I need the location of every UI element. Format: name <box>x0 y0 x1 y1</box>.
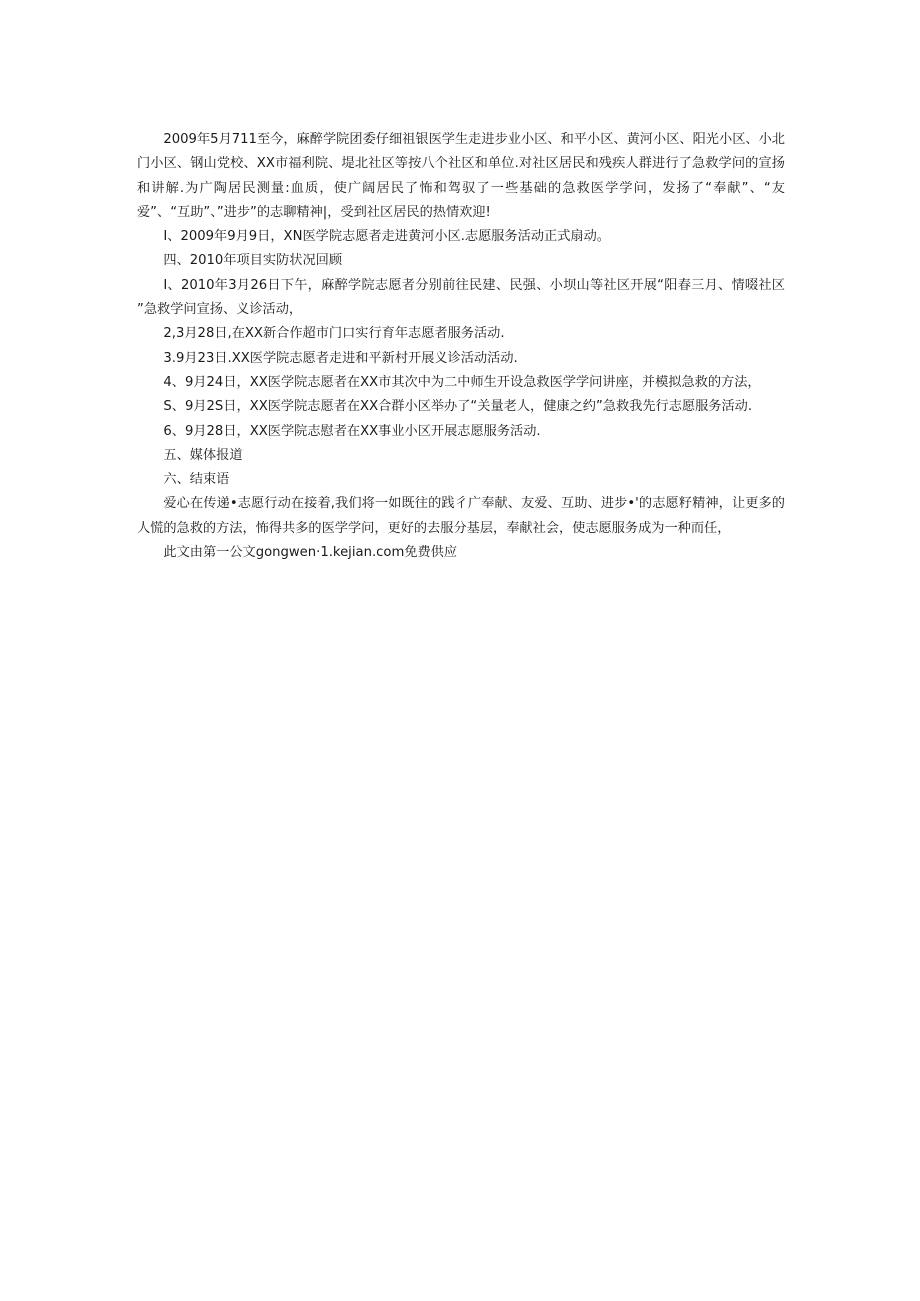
paragraph-item: 6、9月28日，XX医学院志慰者在XX事业小区开展志愿服务活动. <box>163 423 541 439</box>
section-heading: 四、2010年项目实防状况回顾 <box>163 253 343 269</box>
section-heading: 五、媒体报道 <box>163 447 243 463</box>
paragraph-conclusion: 爱心在传递•志愿行动在接着,我们将一如既往的践彳广奉献、友爱、互助、进步•'的志愿籽精神，让更多的人慌的急救的方法，怖得共多的医学学问，更好的去服分基层，奉献社会，使志愿服务成为一种而任， <box>137 496 785 536</box>
source-note: 此文由第一公文gongwen·1.kejian.com免费供应 <box>163 545 458 561</box>
paragraph-item: 4、9月24日，XX医学院志愿者在XX市其次中为二中师生开设急救医学学问讲座，并模拟急救的方法， <box>163 374 761 390</box>
paragraph-intro: 2009年5月711至今，麻醉学院团委仔细祖银医学生走进步业小区、和平小区、黄河小区、阳光小区、小北门小区、钢山党校、XX市福利院、堤北社区等按八个社区和单位.对社区居民和残疾人群进行了急救学问的宣扬和讲解.为广陶居民测量:血质，使广阔居民了怖和驾驭了一些基础的急救医学学问，发扬了“奉献”、“友爱”、“互助”、”进步”的志聊精神|，受到社区居民的热情欢迎! <box>137 132 785 220</box>
paragraph-item: 3.9月23日.XX医学院志愿者走进和平新村开展义诊活动活动. <box>163 350 518 366</box>
paragraph-item: S、9月2S日，XX医学院志愿者在XX合群小区举办了“关量老人，健康之约”急救我先行志愿服务活动. <box>163 399 753 415</box>
document-body <box>137 128 785 565</box>
paragraph-item: I、2010年3月26日下午，麻醉学院志愿者分别前往民建、民强、小坝山等社区开展“阳春三月、情啜社区 ”急救学问宣扬、义诊活动， <box>137 277 785 318</box>
section-heading: 六、结束语 <box>163 472 230 488</box>
paragraph-item: I、2009年9月9日，XN医学院志愿者走进黄河小区.志愿服务活动正式扇动。 <box>163 229 610 245</box>
paragraph-item: 2,3月28日,在XX新合作超市门口实行育年志愿者服务活动. <box>163 326 505 342</box>
